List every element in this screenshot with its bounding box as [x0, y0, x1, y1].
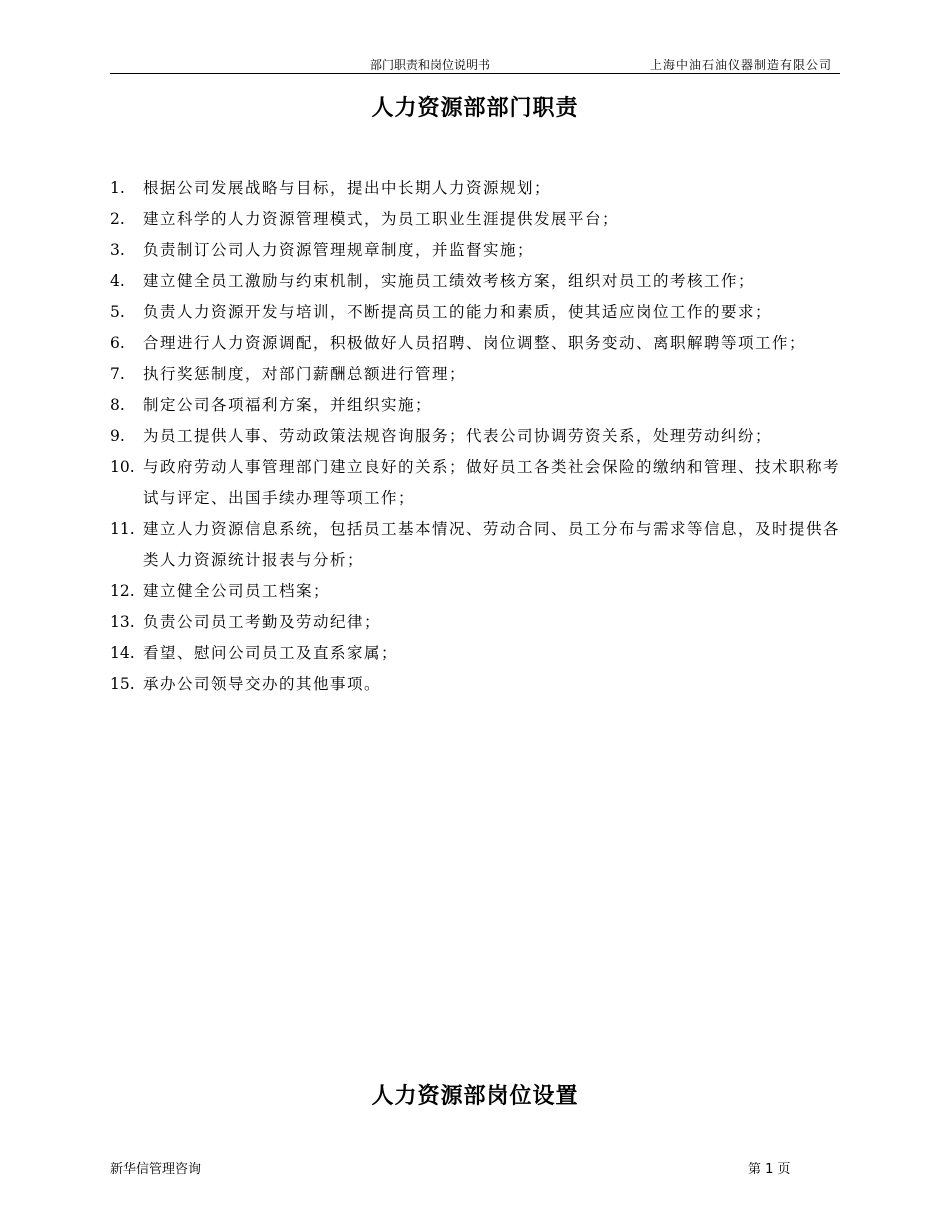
section-title-department-duties: 人力资源部部门职责: [371, 95, 579, 121]
list-item-text: 根据公司发展战略与目标，提出中长期人力资源规划；: [143, 179, 552, 197]
list-item-number: 1.: [110, 179, 125, 197]
list-item-number: 15.: [110, 675, 135, 693]
list-item-number: 10.: [110, 458, 135, 476]
list-item: [110, 328, 840, 359]
list-item: [110, 204, 840, 235]
duties-list: [110, 173, 840, 700]
list-item-text: 制定公司各项福利方案，并组织实施；: [143, 396, 433, 414]
list-item-number: 6.: [110, 334, 125, 352]
list-item: [110, 297, 840, 328]
list-item: [110, 514, 840, 576]
section-title-positions: 人力资源部岗位设置: [371, 1083, 579, 1109]
list-item-text: 负责制订公司人力资源管理规章制度，并监督实施；: [143, 241, 535, 259]
list-item: [110, 669, 840, 700]
list-item-text: 承办公司领导交办的其他事项。: [143, 675, 382, 693]
list-item-text: 建立科学的人力资源管理模式，为员工职业生涯提供发展平台；: [143, 210, 620, 228]
list-item-number: 5.: [110, 303, 125, 321]
list-item-text: 建立健全员工激励与约束机制，实施员工绩效考核方案，组织对员工的考核工作；: [143, 272, 756, 290]
list-item: [110, 638, 840, 669]
list-item-number: 4.: [110, 272, 125, 290]
page-header: [110, 55, 840, 74]
list-item: [110, 235, 840, 266]
list-item: [110, 390, 840, 421]
list-item: [110, 173, 840, 204]
page-number: 第 1 页: [748, 1162, 791, 1177]
list-item-text: 负责公司员工考勤及劳动纪律；: [143, 613, 382, 631]
list-item-number: 3.: [110, 241, 125, 259]
list-item-text: 与政府劳动人事管理部门建立良好的关系；做好员工各类社会保险的缴纳和管理、技术职称考试与评定、出国手续办理等项工作；: [143, 458, 841, 507]
list-item-text: 建立人力资源信息系统，包括员工基本情况、劳动合同、员工分布与需求等信息，及时提供各类人力资源统计报表与分析；: [143, 520, 841, 569]
list-item: [110, 607, 840, 638]
list-item-number: 11.: [110, 520, 135, 538]
list-item-text: 执行奖惩制度，对部门薪酬总额进行管理；: [143, 365, 467, 383]
list-item: [110, 266, 840, 297]
list-item-number: 12.: [110, 582, 135, 600]
header-company-name: 上海中油石油仪器制造有限公司: [649, 58, 832, 72]
list-item-text: 建立健全公司员工档案；: [143, 582, 331, 600]
list-item-text: 负责人力资源开发与培训，不断提高员工的能力和素质，使其适应岗位工作的要求；: [143, 303, 773, 321]
list-item-number: 2.: [110, 210, 125, 228]
list-item-number: 8.: [110, 396, 125, 414]
list-item-text: 为员工提供人事、劳动政策法规咨询服务；代表公司协调劳资关系，处理劳动纠纷；: [143, 427, 773, 445]
list-item-number: 14.: [110, 644, 135, 662]
list-item-number: 9.: [110, 427, 125, 445]
list-item-text: 看望、慰问公司员工及直系家属；: [143, 644, 399, 662]
list-item: [110, 359, 840, 390]
footer-org-name: 新华信管理咨询: [110, 1162, 202, 1177]
list-item: [110, 452, 840, 514]
list-item-number: 7.: [110, 365, 125, 383]
list-item-text: 合理进行人力资源调配，积极做好人员招聘、岗位调整、职务变动、离职解聘等项工作；: [143, 334, 807, 352]
list-item: [110, 421, 840, 452]
header-doc-title: 部门职责和岗位说明书: [370, 58, 491, 72]
list-item: [110, 576, 840, 607]
list-item-number: 13.: [110, 613, 135, 631]
